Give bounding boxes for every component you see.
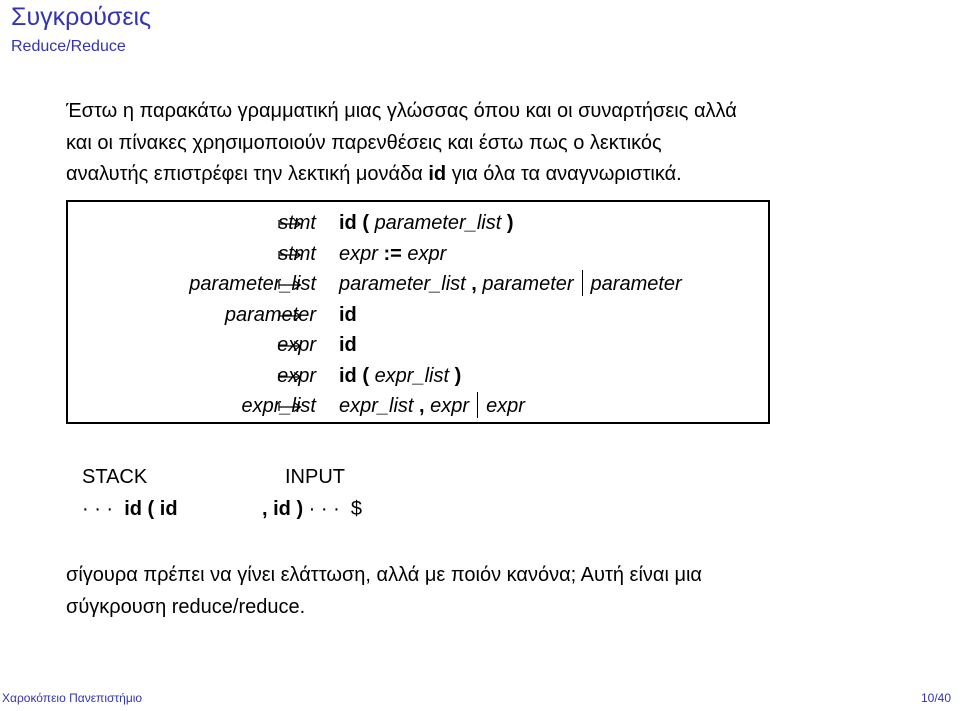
alternative-separator (582, 270, 583, 296)
nonterminal: parameter (590, 273, 682, 295)
rule-lhs: stmt (278, 242, 316, 265)
terminal-token: ) (501, 212, 514, 234)
arrow-icon (278, 239, 302, 269)
conclusion-paragraph (66, 560, 926, 623)
slide-title: Συγκρούσεις (11, 3, 152, 31)
grammar-rule (68, 239, 768, 269)
stack-content (82, 494, 178, 524)
nonterminal: expr (407, 242, 447, 265)
nonterminal: expr_list (339, 395, 414, 417)
rule-lhs: parameter (224, 303, 316, 326)
arrow-icon (278, 300, 302, 330)
alternative-separator (477, 392, 478, 418)
terminal-token: ( (356, 364, 375, 387)
nonterminal: expr (486, 395, 525, 417)
grammar-rule (68, 300, 768, 330)
terminal-token: ( (356, 212, 375, 234)
nonterminal: expr (339, 242, 378, 265)
end-marker: $ (350, 498, 363, 520)
arrow-icon (278, 391, 302, 421)
arrow-icon (278, 330, 302, 360)
terminal-token: id (339, 303, 357, 326)
nonterminal: expr (430, 395, 470, 417)
terminal-token: id (339, 212, 357, 234)
input-content (262, 494, 362, 524)
intro-line-1: Έστω η παρακάτω γραμματική μιας γλώσσας όπου και οι συναρτήσεις αλλά (66, 100, 737, 122)
grammar-box (66, 200, 770, 424)
terminal-token: , (465, 273, 483, 295)
input-ellipsis: · · · (308, 498, 340, 520)
rule-lhs: stmt (278, 212, 316, 234)
rule-rhs (339, 300, 357, 330)
nonterminal: parameter_list (374, 212, 502, 234)
arrow-icon (278, 361, 302, 391)
grammar-rule (68, 361, 768, 391)
stack-header: STACK (82, 466, 148, 488)
conclusion-line-1: σίγουρα πρέπει να γίνει ελάττωση, αλλά με ποιόν κανόνα; Αυτή είναι μια (66, 564, 702, 586)
grammar-rule (68, 391, 768, 421)
grammar-rule (68, 330, 768, 360)
conclusion-line-2: σύγκρουση reduce/reduce. (66, 595, 306, 618)
nonterminal: parameter (482, 273, 574, 295)
terminal-token: , (413, 395, 431, 417)
slide-subtitle: Reduce/Reduce (11, 38, 126, 55)
input-symbols: , id ) (262, 498, 304, 520)
rule-lhs: expr (277, 334, 316, 356)
terminal-token: := (377, 242, 408, 265)
rule-rhs (339, 330, 357, 360)
intro-paragraph (66, 96, 926, 191)
grammar-rule (68, 208, 768, 238)
terminal-token: id (339, 364, 357, 387)
nonterminal: parameter_list (339, 273, 466, 295)
intro-line-3-text-b: για όλα τα αναγνωριστικά. (446, 163, 682, 185)
footer-institution: Χαροκόπειο Πανεπιστήμιο (2, 691, 143, 705)
terminal-token: ) (449, 364, 462, 387)
input-header: INPUT (285, 466, 345, 488)
arrow-icon (278, 269, 302, 299)
terminal-token: id (339, 334, 357, 356)
grammar-rule (68, 269, 768, 299)
rule-rhs (339, 239, 446, 269)
rule-rhs (339, 391, 525, 421)
rule-lhs: expr_list (241, 395, 316, 417)
rule-lhs: parameter_list (189, 273, 316, 295)
id-token: id (428, 163, 447, 185)
parse-state (82, 462, 482, 526)
rule-rhs (339, 208, 514, 238)
nonterminal: expr_list (374, 364, 450, 387)
rule-lhs: expr (277, 364, 316, 387)
intro-line-3 (66, 159, 926, 191)
intro-line-2: και οι πίνακες χρησιμοποιούν παρενθέσεις και έστω πως ο λεκτικός (66, 131, 662, 154)
rule-rhs (339, 269, 682, 299)
stack-ellipsis: · · · (82, 498, 114, 520)
rule-rhs (339, 361, 461, 391)
footer-page-number: 10/40 (920, 691, 951, 705)
arrow-icon (278, 208, 302, 238)
stack-symbols: id ( id (124, 498, 178, 520)
intro-line-3-text-a: αναλυτής επιστρέφει την λεκτική μονάδα (66, 163, 429, 185)
